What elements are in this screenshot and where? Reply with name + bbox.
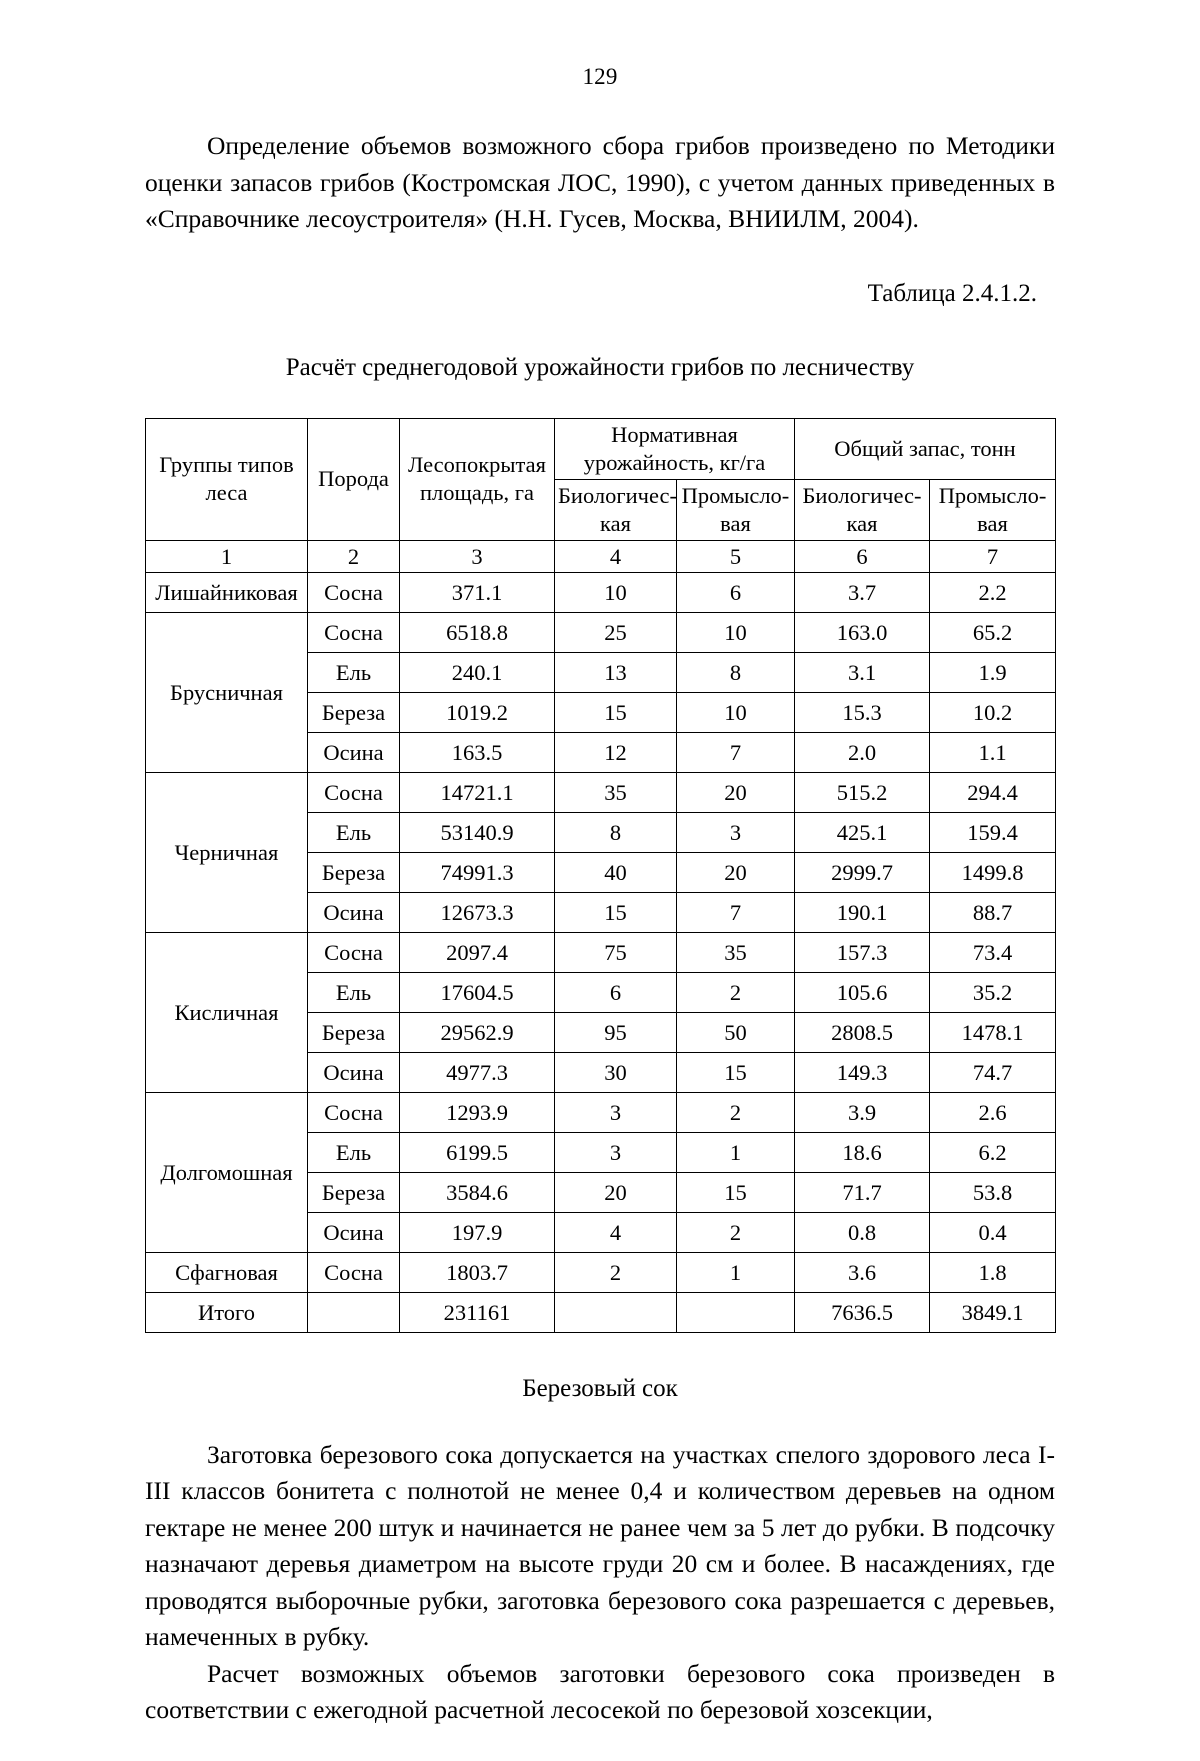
table-row bbox=[146, 772, 1056, 812]
cell-total-biological: 3.6 bbox=[795, 1252, 930, 1292]
cell-norm-commercial: 1 bbox=[677, 1132, 795, 1172]
cell-forest-type-group: Кисличная bbox=[146, 932, 308, 1092]
cell-norm-biological: 3 bbox=[555, 1132, 677, 1172]
cell-norm-commercial: 2 bbox=[677, 1212, 795, 1252]
table-head bbox=[146, 418, 1056, 572]
header-normative-yield: Нормативная урожайность, кг/га bbox=[555, 418, 795, 479]
cell-area: 12673.3 bbox=[400, 892, 555, 932]
cell-norm-biological: 95 bbox=[555, 1012, 677, 1052]
cell-norm-biological: 75 bbox=[555, 932, 677, 972]
cell-norm-commercial: 15 bbox=[677, 1052, 795, 1092]
cell-norm-biological: 30 bbox=[555, 1052, 677, 1092]
cell-norm-commercial: 6 bbox=[677, 572, 795, 612]
table-column-number-row bbox=[146, 540, 1056, 572]
cell-norm-commercial: 8 bbox=[677, 652, 795, 692]
document-content bbox=[145, 128, 1055, 1729]
cell-total-biological: 2808.5 bbox=[795, 1012, 930, 1052]
cell-total-commercial: 1.1 bbox=[930, 732, 1056, 772]
cell-area: 1293.9 bbox=[400, 1092, 555, 1132]
cell-total-biological: 105.6 bbox=[795, 972, 930, 1012]
table-row bbox=[146, 1092, 1056, 1132]
cell-norm-biological: 15 bbox=[555, 892, 677, 932]
cell-total-biological: 3.1 bbox=[795, 652, 930, 692]
col-number-5: 5 bbox=[677, 540, 795, 572]
cell-total-biological: 0.8 bbox=[795, 1212, 930, 1252]
intro-paragraph: Определение объемов возможного сбора грибов произведено по Методики оценки запасов грибов (Костромская ЛОС, 1990), с учетом данных приведенных в «Справочнике лесоустроителя» (Н.Н. Гусев, Москва, ВНИИЛМ, 2004). bbox=[145, 131, 1055, 233]
page-number: 129 bbox=[582, 64, 618, 89]
cell-species: Осина bbox=[308, 1052, 400, 1092]
cell-total-biological: 71.7 bbox=[795, 1172, 930, 1212]
cell-species: Сосна bbox=[308, 572, 400, 612]
table-row bbox=[146, 1292, 1056, 1332]
cell-species: Сосна bbox=[308, 1252, 400, 1292]
table-body bbox=[146, 572, 1056, 1332]
cell-total-commercial: 1499.8 bbox=[930, 852, 1056, 892]
birch-sap-heading: Березовый сок bbox=[522, 1374, 678, 1402]
cell-area: 2097.4 bbox=[400, 932, 555, 972]
cell-total-commercial: 1.9 bbox=[930, 652, 1056, 692]
mushroom-yield-table bbox=[145, 418, 1056, 1333]
cell-forest-type-group: Лишайниковая bbox=[146, 572, 308, 612]
cell-species: Береза bbox=[308, 852, 400, 892]
cell-area: 231161 bbox=[400, 1292, 555, 1332]
cell-norm-biological: 3 bbox=[555, 1092, 677, 1132]
cell-norm-commercial bbox=[677, 1292, 795, 1332]
document-page bbox=[0, 64, 1200, 1761]
cell-total-commercial: 2.2 bbox=[930, 572, 1056, 612]
cell-total-biological: 2.0 bbox=[795, 732, 930, 772]
cell-norm-biological: 35 bbox=[555, 772, 677, 812]
cell-total-commercial: 294.4 bbox=[930, 772, 1056, 812]
cell-total-commercial: 35.2 bbox=[930, 972, 1056, 1012]
cell-species: Сосна bbox=[308, 1092, 400, 1132]
cell-species: Осина bbox=[308, 732, 400, 772]
cell-total-commercial: 3849.1 bbox=[930, 1292, 1056, 1332]
cell-species: Сосна bbox=[308, 612, 400, 652]
col-number-6: 6 bbox=[795, 540, 930, 572]
cell-area: 197.9 bbox=[400, 1212, 555, 1252]
cell-total-commercial: 1.8 bbox=[930, 1252, 1056, 1292]
cell-species: Ель bbox=[308, 972, 400, 1012]
cell-forest-type-group: Сфагновая bbox=[146, 1252, 308, 1292]
cell-area: 240.1 bbox=[400, 652, 555, 692]
cell-norm-biological: 40 bbox=[555, 852, 677, 892]
header-group-type: Группы типов леса bbox=[146, 418, 308, 540]
cell-total-commercial: 53.8 bbox=[930, 1172, 1056, 1212]
table-row bbox=[146, 572, 1056, 612]
cell-norm-biological: 12 bbox=[555, 732, 677, 772]
cell-norm-commercial: 7 bbox=[677, 732, 795, 772]
cell-total-biological: 163.0 bbox=[795, 612, 930, 652]
cell-forest-type-group: Итого bbox=[146, 1292, 308, 1332]
cell-norm-biological: 25 bbox=[555, 612, 677, 652]
header-norm-commercial: Промысло-вая bbox=[677, 479, 795, 540]
cell-norm-commercial: 20 bbox=[677, 852, 795, 892]
cell-area: 163.5 bbox=[400, 732, 555, 772]
cell-total-biological: 7636.5 bbox=[795, 1292, 930, 1332]
cell-norm-biological: 8 bbox=[555, 812, 677, 852]
header-norm-biological: Биологичес-кая bbox=[555, 479, 677, 540]
cell-norm-biological: 20 bbox=[555, 1172, 677, 1212]
table-number-label: Таблица 2.4.1.2. bbox=[867, 279, 1037, 307]
cell-total-biological: 3.9 bbox=[795, 1092, 930, 1132]
cell-norm-biological: 6 bbox=[555, 972, 677, 1012]
cell-total-commercial: 1478.1 bbox=[930, 1012, 1056, 1052]
cell-norm-biological: 10 bbox=[555, 572, 677, 612]
cell-area: 17604.5 bbox=[400, 972, 555, 1012]
cell-norm-commercial: 50 bbox=[677, 1012, 795, 1052]
cell-species: Осина bbox=[308, 892, 400, 932]
cell-species: Сосна bbox=[308, 932, 400, 972]
cell-norm-commercial: 10 bbox=[677, 612, 795, 652]
table-row bbox=[146, 932, 1056, 972]
col-number-4: 4 bbox=[555, 540, 677, 572]
cell-norm-commercial: 1 bbox=[677, 1252, 795, 1292]
header-species: Порода bbox=[308, 418, 400, 540]
cell-area: 6518.8 bbox=[400, 612, 555, 652]
table-row bbox=[146, 612, 1056, 652]
cell-total-biological: 515.2 bbox=[795, 772, 930, 812]
cell-total-biological: 190.1 bbox=[795, 892, 930, 932]
cell-species bbox=[308, 1292, 400, 1332]
cell-area: 3584.6 bbox=[400, 1172, 555, 1212]
cell-area: 29562.9 bbox=[400, 1012, 555, 1052]
cell-forest-type-group: Брусничная bbox=[146, 612, 308, 772]
cell-norm-commercial: 10 bbox=[677, 692, 795, 732]
cell-area: 4977.3 bbox=[400, 1052, 555, 1092]
cell-species: Осина bbox=[308, 1212, 400, 1252]
cell-species: Береза bbox=[308, 1012, 400, 1052]
cell-total-biological: 2999.7 bbox=[795, 852, 930, 892]
cell-total-commercial: 10.2 bbox=[930, 692, 1056, 732]
cell-total-commercial: 2.6 bbox=[930, 1092, 1056, 1132]
col-number-1: 1 bbox=[146, 540, 308, 572]
col-number-2: 2 bbox=[308, 540, 400, 572]
cell-norm-commercial: 2 bbox=[677, 972, 795, 1012]
cell-norm-biological: 15 bbox=[555, 692, 677, 732]
header-total-commercial: Промысло-вая bbox=[930, 479, 1056, 540]
birch-sap-paragraph-1: Заготовка березового сока допускается на участках спелого здорового леса I-III классов бонитета с полнотой не менее 0,4 и количеством деревьев на одном гектаре не менее 200 штук и начинается не ранее чем за 5 лет до рубки. В подсочку назначают деревья диаметром на высоте груди 20 см и более. В насаждениях, где проводятся выборочные рубки, заготовка березового сока разрешается с деревьев, намеченных в рубку. bbox=[145, 1439, 1055, 1651]
cell-total-commercial: 0.4 bbox=[930, 1212, 1056, 1252]
table-header-row-1 bbox=[146, 418, 1056, 479]
cell-total-commercial: 159.4 bbox=[930, 812, 1056, 852]
cell-forest-type-group: Черничная bbox=[146, 772, 308, 932]
cell-species: Ель bbox=[308, 812, 400, 852]
cell-area: 14721.1 bbox=[400, 772, 555, 812]
header-total-biological: Биологичес-кая bbox=[795, 479, 930, 540]
cell-total-commercial: 74.7 bbox=[930, 1052, 1056, 1092]
birch-sap-paragraph-2: Расчет возможных объемов заготовки березового сока произведен в соответствии с ежегодной расчетной лесосекой по березовой хозсекции, bbox=[145, 1658, 1055, 1724]
cell-area: 1803.7 bbox=[400, 1252, 555, 1292]
cell-forest-type-group: Долгомошная bbox=[146, 1092, 308, 1252]
cell-total-biological: 18.6 bbox=[795, 1132, 930, 1172]
cell-norm-biological: 2 bbox=[555, 1252, 677, 1292]
cell-total-biological: 149.3 bbox=[795, 1052, 930, 1092]
cell-total-commercial: 6.2 bbox=[930, 1132, 1056, 1172]
cell-norm-biological: 4 bbox=[555, 1212, 677, 1252]
col-number-3: 3 bbox=[400, 540, 555, 572]
cell-norm-commercial: 7 bbox=[677, 892, 795, 932]
cell-area: 1019.2 bbox=[400, 692, 555, 732]
cell-norm-commercial: 3 bbox=[677, 812, 795, 852]
cell-total-biological: 3.7 bbox=[795, 572, 930, 612]
cell-area: 74991.3 bbox=[400, 852, 555, 892]
table-title: Расчёт среднегодовой урожайности грибов по лесничеству bbox=[285, 353, 915, 381]
cell-species: Сосна bbox=[308, 772, 400, 812]
cell-total-commercial: 65.2 bbox=[930, 612, 1056, 652]
table-row bbox=[146, 1252, 1056, 1292]
cell-total-biological: 15.3 bbox=[795, 692, 930, 732]
cell-total-biological: 157.3 bbox=[795, 932, 930, 972]
cell-species: Береза bbox=[308, 692, 400, 732]
header-forest-area: Лесопокрытая площадь, га bbox=[400, 418, 555, 540]
cell-area: 53140.9 bbox=[400, 812, 555, 852]
cell-norm-biological: 13 bbox=[555, 652, 677, 692]
cell-norm-commercial: 15 bbox=[677, 1172, 795, 1212]
cell-species: Береза bbox=[308, 1172, 400, 1212]
cell-total-commercial: 73.4 bbox=[930, 932, 1056, 972]
cell-total-commercial: 88.7 bbox=[930, 892, 1056, 932]
cell-species: Ель bbox=[308, 652, 400, 692]
col-number-7: 7 bbox=[930, 540, 1056, 572]
cell-area: 6199.5 bbox=[400, 1132, 555, 1172]
cell-species: Ель bbox=[308, 1132, 400, 1172]
header-total-stock: Общий запас, тонн bbox=[795, 418, 1056, 479]
cell-norm-commercial: 20 bbox=[677, 772, 795, 812]
cell-total-biological: 425.1 bbox=[795, 812, 930, 852]
cell-norm-biological bbox=[555, 1292, 677, 1332]
cell-area: 371.1 bbox=[400, 572, 555, 612]
cell-norm-commercial: 2 bbox=[677, 1092, 795, 1132]
cell-norm-commercial: 35 bbox=[677, 932, 795, 972]
